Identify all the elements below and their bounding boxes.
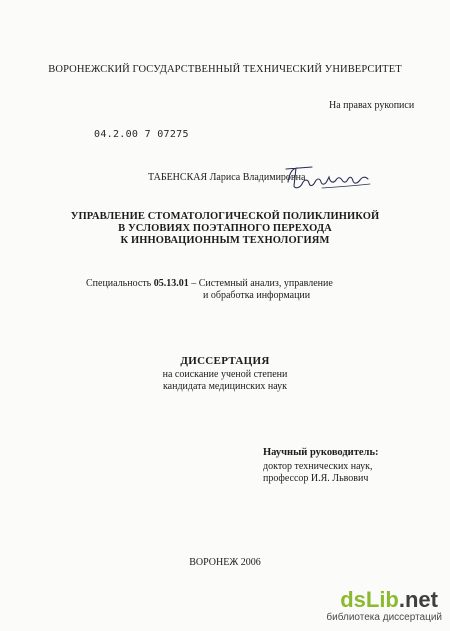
- degree-purpose: на соискание ученой степени: [162, 369, 288, 380]
- document-type: ДИССЕРТАЦИЯ: [180, 355, 270, 367]
- supervisor-label: Научный руководитель:: [263, 447, 379, 458]
- dslib-subtitle: библиотека диссертаций: [326, 612, 442, 623]
- thesis-title-line-3: К ИННОВАЦИОННЫМ ТЕХНОЛОГИЯМ: [120, 235, 330, 246]
- author-name: ТАБЕНСКАЯ Лариса Владимировна: [148, 172, 306, 183]
- dslib-watermark: [318, 588, 448, 628]
- dslib-logo: [340, 588, 438, 612]
- specialty-name-continued: и обработка информации: [203, 290, 311, 301]
- dslib-logo-part2: .net: [398, 587, 438, 612]
- supervisor-name: профессор И.Я. Львович: [263, 473, 369, 484]
- thesis-title-line-1: УПРАВЛЕНИЕ СТОМАТОЛОГИЧЕСКОЙ ПОЛИКЛИНИКОЙ: [70, 211, 380, 222]
- thesis-title-line-2: В УСЛОВИЯХ ПОЭТАПНОГО ПЕРЕХОДА: [118, 223, 332, 234]
- specialty-line: [86, 278, 333, 290]
- handwritten-signature: [282, 162, 374, 192]
- dslib-logo-part1: dsLib: [340, 587, 399, 612]
- rights-note: На правах рукописи: [329, 100, 415, 111]
- specialty-prefix: Специальность: [86, 278, 152, 289]
- specialty-name: – Системный анализ, управление: [191, 278, 333, 289]
- supervisor-degree: доктор технических наук,: [263, 461, 373, 472]
- registration-stamp: 04.2.00 7 07275: [94, 129, 189, 140]
- degree-name: кандидата медицинских наук: [162, 381, 288, 392]
- specialty-code: 05.13.01: [153, 278, 189, 289]
- city-year: ВОРОНЕЖ 2006: [189, 557, 261, 568]
- university-name: ВОРОНЕЖСКИЙ ГОСУДАРСТВЕННЫЙ ТЕХНИЧЕСКИЙ УНИВЕРСИТЕТ: [48, 64, 402, 75]
